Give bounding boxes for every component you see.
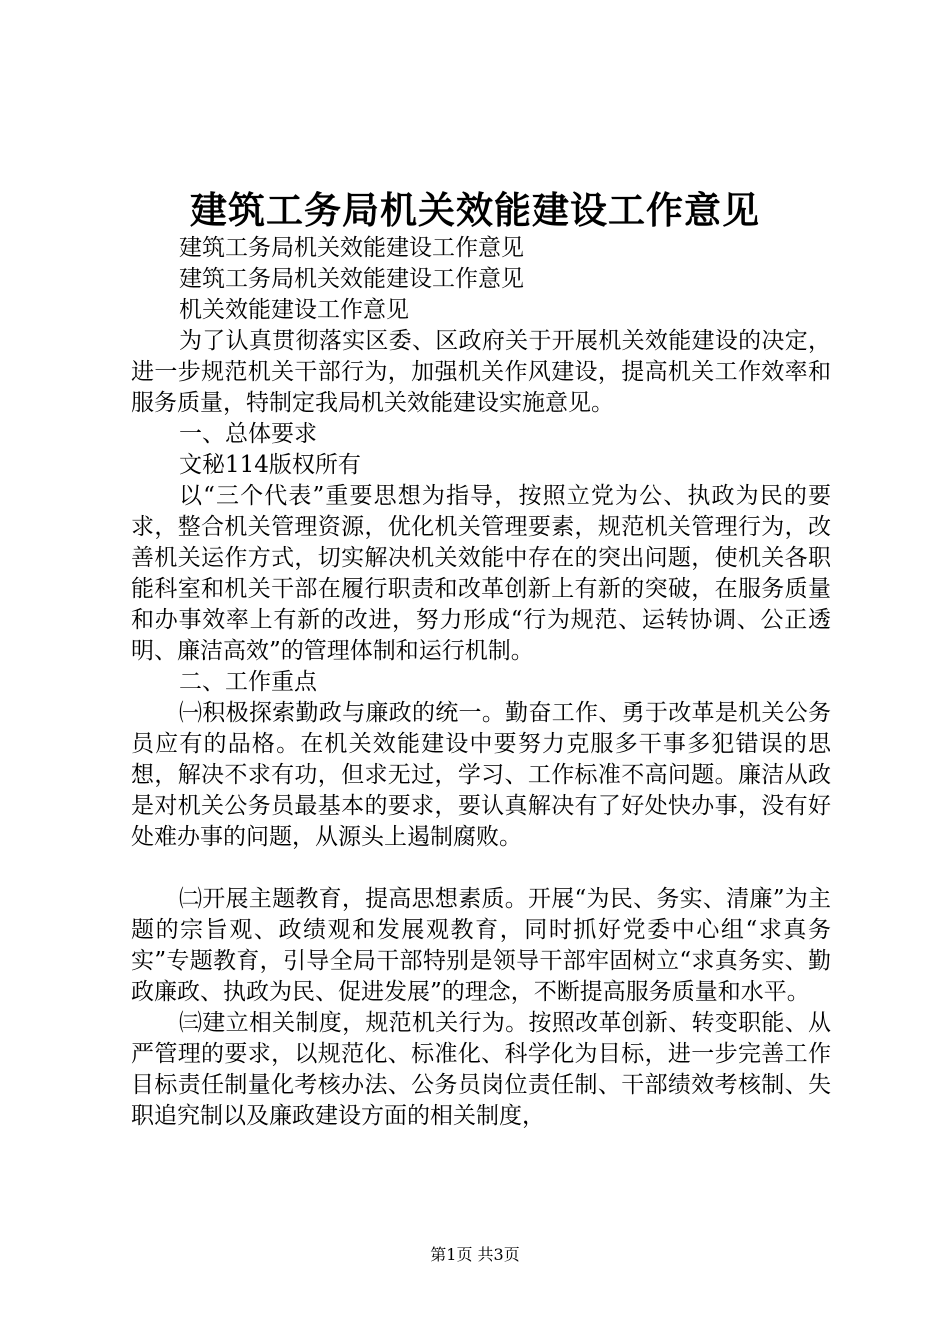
section-heading-general-requirements: 一、总体要求 (179, 421, 317, 447)
paragraph-heading-repeat-2: 建筑工务局机关效能建设工作意见 (179, 266, 524, 292)
document-body (131, 233, 831, 1132)
paragraph-heading-repeat-1: 建筑工务局机关效能建设工作意见 (179, 235, 524, 261)
paragraph-intro: 为了认真贯彻落实区委、区政府关于开展机关效能建设的决定，进一步规范机关干部行为，加强机关作风建设，提高机关工作效率和服务质量，特制定我局机关效能建设实施意见。 (131, 328, 831, 416)
paragraph-focus-item-2: ㈡开展主题教育，提高思想素质。开展“为民、务实、清廉”为主题的宗旨观、政绩观和发展观教育，同时抓好党委中心组“求真务实”专题教育，引导全局干部特别是领导干部牢固树立“求真务实、勤政廉政、执政为民、促进发展”的理念，不断提高服务质量和水平。 (131, 886, 831, 1005)
paragraph-focus-item-1: ㈠积极探索勤政与廉政的统一。勤奋工作、勇于改革是机关公务员应有的品格。在机关效能建设中要努力克服多干事多犯错误的思想，解决不求有功，但求无过，学习、工作标准不高问题。廉洁从政是对机关公务员最基本的要求，要认真解决有了好处快办事，没有好处难办事的问题，从源头上遏制腐败。 (131, 700, 831, 850)
document-title: 建筑工务局机关效能建设工作意见 (190, 188, 760, 232)
page-footer: 第1页 共3页 (430, 1245, 520, 1264)
paragraph-copyright-note: 文秘114版权所有 (179, 452, 361, 478)
paragraph-general-requirements: 以“三个代表”重要思想为指导，按照立党为公、执政为民的要求，整合机关管理资源，优化机关管理要素，规范机关管理行为，改善机关运作方式，切实解决机关效能中存在的突出问题，使机关各职能科室和机关干部在履行职责和改革创新上有新的突破，在服务质量和办事效率上有新的改进，努力形成“行为规范、运转协调、公正透明、廉洁高效”的管理体制和运行机制。 (131, 483, 831, 664)
paragraph-subtitle: 机关效能建设工作意见 (179, 297, 409, 323)
section-heading-work-focus: 二、工作重点 (179, 669, 317, 695)
paragraph-focus-item-3: ㈢建立相关制度，规范机关行为。按照改革创新、转变职能、从严管理的要求，以规范化、标准化、科学化为目标，进一步完善工作目标责任制量化考核办法、公务员岗位责任制、干部绩效考核制、失职追究制以及廉政建设方面的相关制度， (131, 1010, 831, 1129)
